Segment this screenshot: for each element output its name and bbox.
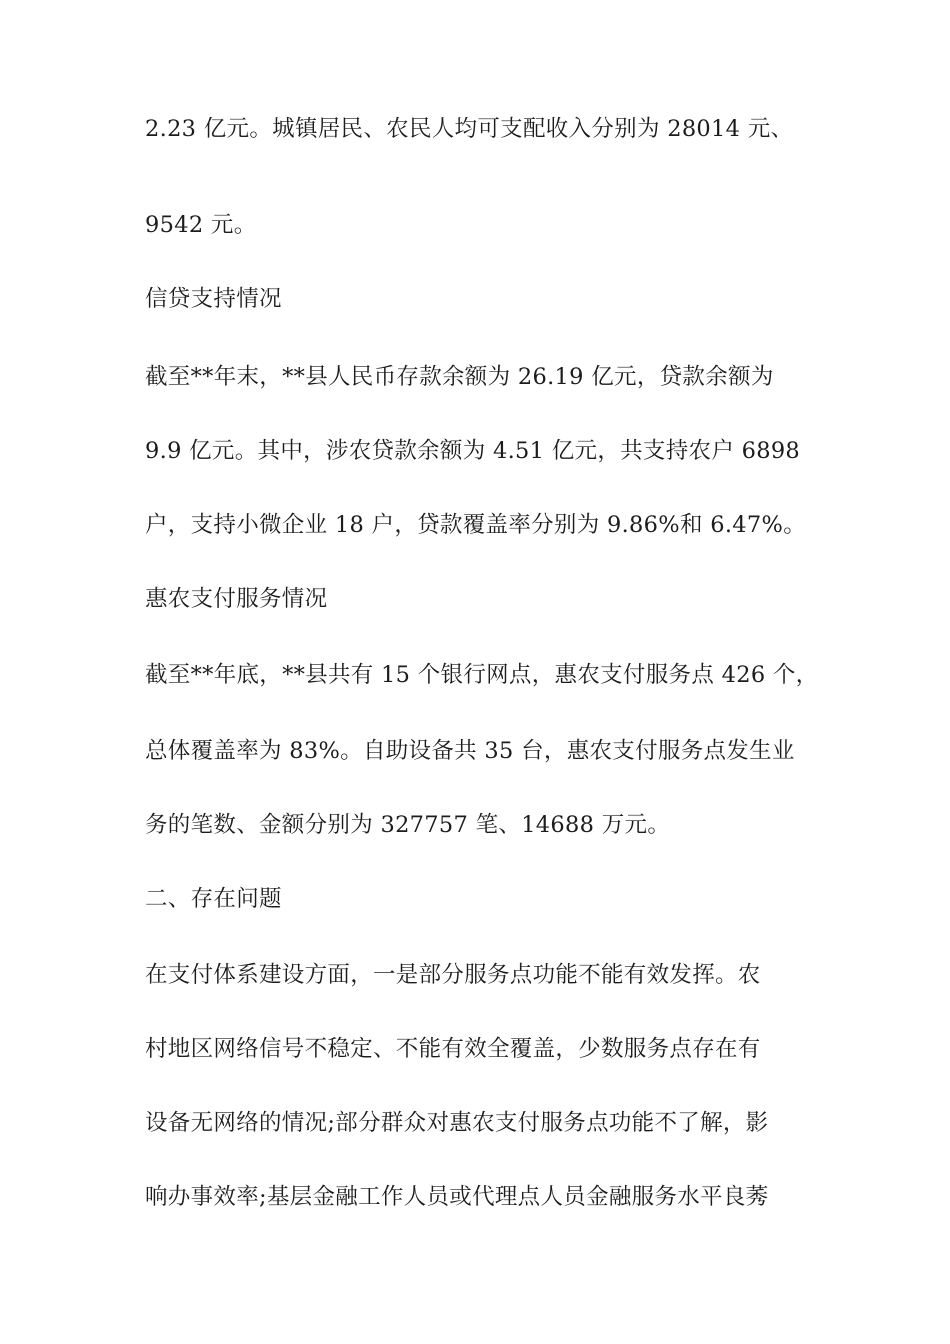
paragraph-line: 总体覆盖率为 83%。自助设备共 35 台，惠农支付服务点发生业 (145, 738, 795, 764)
paragraph-line: 2.23 亿元。城镇居民、农民人均可支配收入分别为 28014 元、 (145, 116, 794, 142)
paragraph-line: 在支付体系建设方面，一是部分服务点功能不能有效发挥。农 (145, 962, 761, 988)
paragraph-line: 响办事效率;基层金融工作人员或代理点人员金融服务水平良莠 (145, 1184, 769, 1210)
paragraph-line: 户，支持小微企业 18 户，贷款覆盖率分别为 9.86%和 6.47%。 (145, 512, 806, 538)
section-heading: 二、存在问题 (145, 886, 282, 912)
paragraph-line: 9.9 亿元。其中，涉农贷款余额为 4.51 亿元，共支持农户 6898 (145, 438, 801, 464)
paragraph-line: 务的笔数、金额分别为 327757 笔、14688 万元。 (145, 812, 671, 838)
section-heading: 信贷支持情况 (145, 286, 282, 312)
paragraph-line: 9542 元。 (145, 212, 257, 238)
paragraph-line: 设备无网络的情况;部分群众对惠农支付服务点功能不了解，影 (145, 1110, 769, 1136)
paragraph-line: 截至**年底，**县共有 15 个银行网点，惠农支付服务点 426 个， (145, 662, 819, 688)
paragraph-line: 截至**年末，**县人民币存款余额为 26.19 亿元，贷款余额为 (145, 364, 774, 390)
section-heading: 惠农支付服务情况 (145, 586, 328, 612)
paragraph-line: 村地区网络信号不稳定、不能有效全覆盖，少数服务点存在有 (145, 1036, 761, 1062)
